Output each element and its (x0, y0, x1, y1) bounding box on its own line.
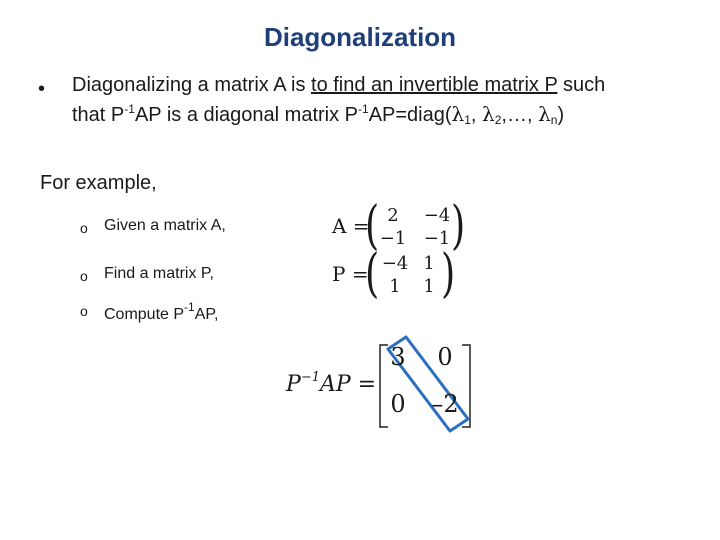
left-paren: ( (365, 196, 380, 256)
bullet-line-2 (72, 102, 564, 127)
matrix-cell: −4 (381, 253, 409, 274)
lambda-symbol: λ (538, 102, 551, 126)
list-item-find: Find a matrix P, (104, 265, 214, 282)
matrix-cell: −4 (423, 205, 451, 226)
result-label-p: P (286, 372, 301, 397)
bullet-line-1 (72, 74, 605, 97)
bullet-text-a: Diagonalizing a matrix A is (72, 74, 312, 96)
matrix-cell: −1 (379, 228, 407, 249)
matrix-cell: 1 (423, 253, 435, 274)
result-label-tail: AP = (319, 372, 377, 397)
list-item-given: Given a matrix A, (104, 217, 226, 234)
matrix-a-label: A = (332, 214, 370, 238)
list-marker: o (80, 303, 88, 319)
left-paren: ( (365, 244, 380, 304)
bullet-line2-c: AP=diag( (368, 104, 452, 126)
slide-title: Diagonalization (263, 22, 457, 52)
matrix-cell: 1 (389, 276, 401, 297)
superscript: -1 (358, 102, 369, 116)
matrix-cell: 2 (387, 205, 399, 226)
bullet-line2-b: AP is a diagonal matrix P (134, 104, 359, 126)
result-cell: 0 (437, 343, 453, 371)
result-cell: 3 (390, 343, 406, 371)
right-paren: ) (441, 244, 456, 304)
compute-text-b: AP, (194, 306, 219, 323)
result-cell: –2 (431, 390, 459, 418)
matrix-p-label: P = (332, 262, 369, 286)
for-example-heading: For example, (40, 172, 157, 194)
result-label (286, 370, 376, 397)
subscript: 2 (494, 113, 502, 127)
separator: , (470, 104, 483, 126)
result-cell: 0 (390, 390, 406, 418)
superscript: -1 (124, 102, 135, 116)
subscript: 1 (464, 113, 471, 127)
list-item-compute (104, 300, 218, 324)
superscript: -1 (184, 300, 195, 314)
lambda-symbol: λ (451, 102, 465, 126)
list-marker: o (80, 268, 88, 284)
bullet-text-b: such (557, 74, 606, 96)
close-paren: ) (557, 104, 565, 126)
lambda-symbol: λ (482, 102, 495, 126)
list-marker: o (80, 220, 88, 236)
right-paren: ) (451, 196, 466, 256)
compute-text-a: Compute P (104, 306, 185, 323)
superscript: −1 (300, 370, 320, 385)
separator: ,…, (501, 104, 539, 126)
bullet-marker: • (38, 78, 46, 100)
subscript: n (550, 113, 558, 127)
matrix-cell: −1 (423, 228, 451, 249)
matrix-cell: 1 (423, 276, 435, 297)
bullet-line2-a: that P (72, 104, 125, 126)
bullet-text-underlined: to find an invertible matrix P (311, 74, 558, 96)
